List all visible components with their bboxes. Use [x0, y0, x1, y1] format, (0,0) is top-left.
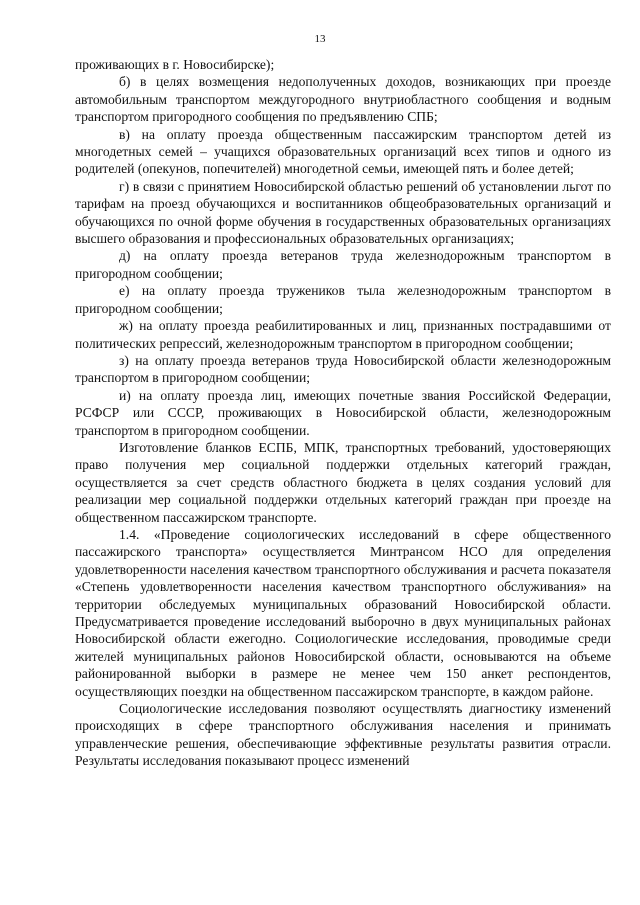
page-number: 13: [314, 33, 326, 45]
paragraph-item-e: е) на оплату проезда тружеников тыла железнодорожным транспортом в пригородном сообщении;: [75, 283, 611, 316]
paragraph-item-z: з) на оплату проезда ветеранов труда Новосибирской области железнодорожным транспортом в пригородном сообщении;: [75, 352, 611, 386]
paragraph-forms-production: Изготовление бланков ЕСПБ, МПК, транспортных требований, удостоверяющих право получения мер социальной поддержки отдельных категорий граждан, осуществляется за счет средств областного бюджета в целях создания условий для реализации мер социальной поддержки отдельных категорий граждан при проезде на общественном пассажирском транспорте.: [75, 439, 611, 525]
paragraph-item-b: б) в целях возмещения недополученных доходов, возникающих при проезде автомобильным транспортом междугородного внутриобластного сообщения и водным транспортом пригородного сообщения по предъявлению СПБ;: [75, 74, 611, 125]
paragraph-item-g: г) в связи с принятием Новосибирской областью решений об установлении льгот по тарифам на проезд обучающихся и воспитанников общеобразовательных организаций и обучающихся по очной форме обучения в государственных образовательных организациях высшего образования и профессиональных образовательных организациях;: [75, 178, 611, 247]
document-body: [75, 56, 611, 770]
paragraph-section-1-4: 1.4. «Проведение социологических исследований в сфере общественного пассажирского транспорта» осуществляется Минтрансом НСО для определения удовлетворенности населения качеством транспортного обслуживания и расчета показателя «Степень удовлетворенности населения качеством транспортного обслуживания» на территории обследуемых муниципальных образований Новосибирской области. Предусматривается проведение исследований выборочно в двух муниципальных районах Новосибирской области ежегодно. Социологические исследования, проводимые среди жителей муниципальных районов Новосибирской области, основываются на объеме районированной выборки в размере не менее чем 150 анкет респондентов, осуществляющих поездки на общественном пассажирском транспорте, в каждом районе.: [75, 526, 611, 699]
paragraph-continuation: проживающих в г. Новосибирске);: [75, 57, 275, 72]
paragraph-item-zh: ж) на оплату проезда реабилитированных и лиц, признанных пострадавшими от политических репрессий, железнодорожным транспортом в пригородном сообщении;: [75, 318, 611, 351]
paragraph-research-results: Социологические исследования позволяют осуществлять диагностику изменений происходящих в сфере транспортного обслуживания населения и принимать управленческие решения, обеспечивающие эффективные результаты развития отрасли. Результаты исследования показывают процесс изменений: [75, 701, 611, 769]
paragraph-item-i: и) на оплату проезда лиц, имеющих почетные звания Российской Федерации, РСФСР или СССР, проживающих в Новосибирской области, железнодорожным транспортом в пригородном сообщении.: [75, 387, 611, 438]
paragraph-item-d: д) на оплату проезда ветеранов труда железнодорожным транспортом в пригородном сообщении;: [75, 248, 611, 281]
paragraph-item-v: в) на оплату проезда общественным пассажирским транспортом детей из многодетных семей – учащихся образовательных организаций всех типов и одного из родителей (опекунов, попечителей) многодетной семьи, имеющей пять и более детей;: [75, 126, 611, 177]
